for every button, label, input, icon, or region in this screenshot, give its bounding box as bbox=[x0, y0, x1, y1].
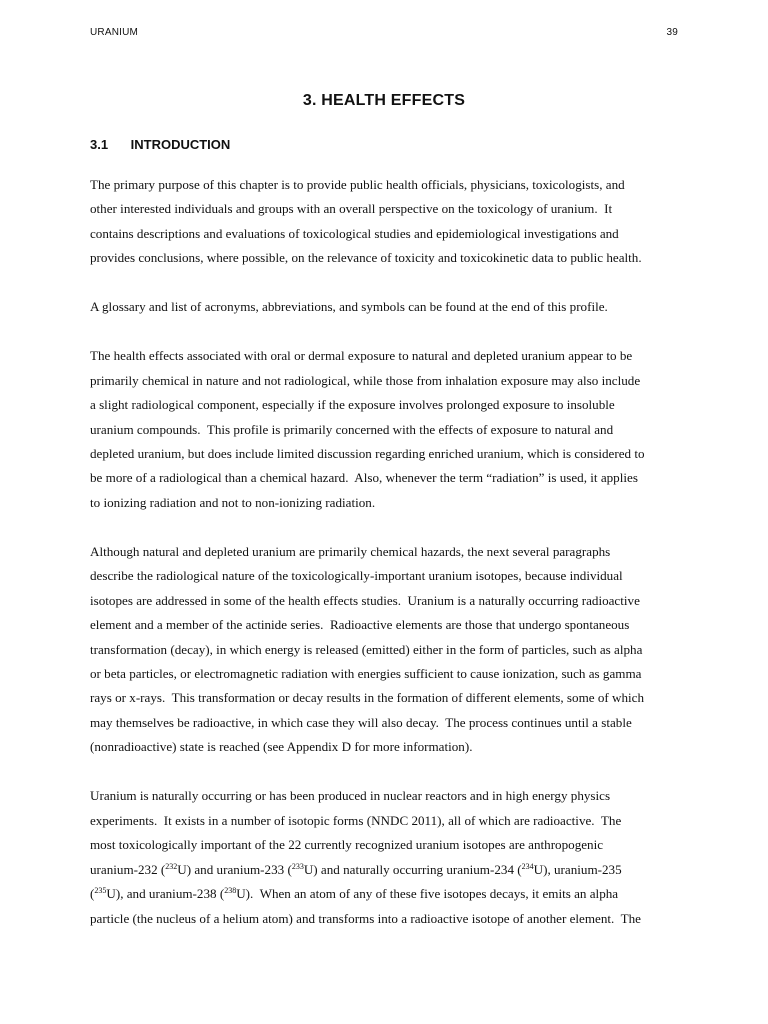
text-line: rays or x-rays. This transformation or decay results in the formation of different elements, some of which bbox=[90, 690, 645, 706]
mass-number: 235 bbox=[94, 886, 107, 896]
text-line: uranium compounds. This profile is primarily concerned with the effects of exposure to natural and bbox=[90, 421, 614, 437]
body-text bbox=[90, 173, 680, 955]
chapter-title: 3. HEALTH EFFECTS bbox=[302, 92, 466, 109]
text-line: Although natural and depleted uranium are primarily chemical hazards, the next several paragraphs bbox=[90, 543, 611, 559]
text-line: element and a member of the actinide series. Radioactive elements are those that undergo spontaneous bbox=[90, 617, 630, 633]
paragraph-radiological-nature bbox=[90, 540, 680, 760]
text-line: The primary purpose of this chapter is to provide public health officials, physicians, toxicologists, and bbox=[90, 177, 625, 192]
paragraph-glossary bbox=[90, 295, 680, 319]
text-line bbox=[90, 858, 680, 882]
text-run: U) and naturally occurring uranium-234 ( bbox=[303, 861, 522, 877]
mass-number: 233 bbox=[291, 861, 304, 871]
text-line: other interested individuals and groups with an overall perspective on the toxicology of uranium. It bbox=[90, 201, 613, 217]
text-run: U) and uranium-233 ( bbox=[177, 861, 292, 877]
text-line: transformation (decay), in which energy is released (emitted) either in the form of particles, such as alpha bbox=[90, 641, 643, 657]
text-line: be more of a radiological than a chemical hazard. Also, whenever the term “radiation” is used, it applies bbox=[90, 470, 638, 486]
paragraph-health-effects bbox=[90, 344, 680, 515]
text-line: A glossary and list of acronyms, abbreviations, and symbols can be found at the end of this profile. bbox=[90, 299, 608, 315]
mass-number: 238 bbox=[224, 886, 237, 896]
paragraph-isotopes bbox=[90, 784, 680, 931]
text-line: (nonradioactive) state is reached (see Appendix D for more information). bbox=[90, 739, 473, 755]
section-heading bbox=[90, 137, 230, 152]
text-line: contains descriptions and evaluations of toxicological studies and epidemiological investigations and bbox=[90, 225, 619, 241]
text-line bbox=[90, 882, 680, 906]
mass-number: 232 bbox=[165, 861, 178, 871]
text-run: U), and uranium-238 ( bbox=[106, 886, 225, 902]
text-line: to ionizing radiation and not to non-ionizing radiation. bbox=[90, 494, 376, 510]
text-line: provides conclusions, where possible, on the relevance of toxicity and toxicokinetic data to public health. bbox=[90, 250, 642, 266]
text-run: uranium-232 ( bbox=[90, 861, 166, 877]
section-number: 3.1 bbox=[90, 137, 109, 152]
text-line: experiments. It exists in a number of isotopic forms (NNDC 2011), all of which are radioactive. The bbox=[90, 812, 622, 828]
page-number: 39 bbox=[666, 27, 678, 38]
text-line: or beta particles, or electromagnetic radiation with energies sufficient to cause ionization, such as gamma bbox=[90, 666, 642, 682]
mass-number: 234 bbox=[521, 861, 534, 871]
text-line: Uranium is naturally occurring or has been produced in nuclear reactors and in high energy physics bbox=[90, 788, 611, 804]
text-line: The health effects associated with oral or dermal exposure to natural and depleted uranium appear to be bbox=[90, 348, 633, 364]
text-line: most toxicologically important of the 22 currently recognized uranium isotopes are anthropogenic bbox=[90, 837, 604, 853]
text-line: particle (the nucleus of a helium atom) and transforms into a radioactive isotope of another element. The bbox=[90, 910, 641, 926]
text-run: U), uranium-235 bbox=[533, 861, 622, 877]
text-line: depleted uranium, but does include limited discussion regarding enriched uranium, which is considered to bbox=[90, 445, 645, 461]
section-title: INTRODUCTION bbox=[130, 137, 231, 152]
text-line: may themselves be radioactive, in which case they will also decay. The process continues until a stable bbox=[90, 714, 632, 730]
running-title: URANIUM bbox=[90, 27, 139, 38]
text-line: isotopes are addressed in some of the health effects studies. Uranium is a naturally occurring radioactive bbox=[90, 592, 640, 608]
text-run: ( bbox=[90, 886, 95, 902]
text-line: primarily chemical in nature and not radiological, while those from inhalation exposure may also include bbox=[90, 372, 641, 388]
text-line: describe the radiological nature of the toxicologically-important uranium isotopes, because individual bbox=[90, 568, 623, 584]
paragraph-purpose bbox=[90, 173, 680, 271]
text-run: U). When an atom of any of these five isotopes decays, it emits an alpha bbox=[236, 886, 619, 902]
text-line: a slight radiological component, especially if the exposure involves prolonged exposure to insoluble bbox=[90, 397, 615, 413]
